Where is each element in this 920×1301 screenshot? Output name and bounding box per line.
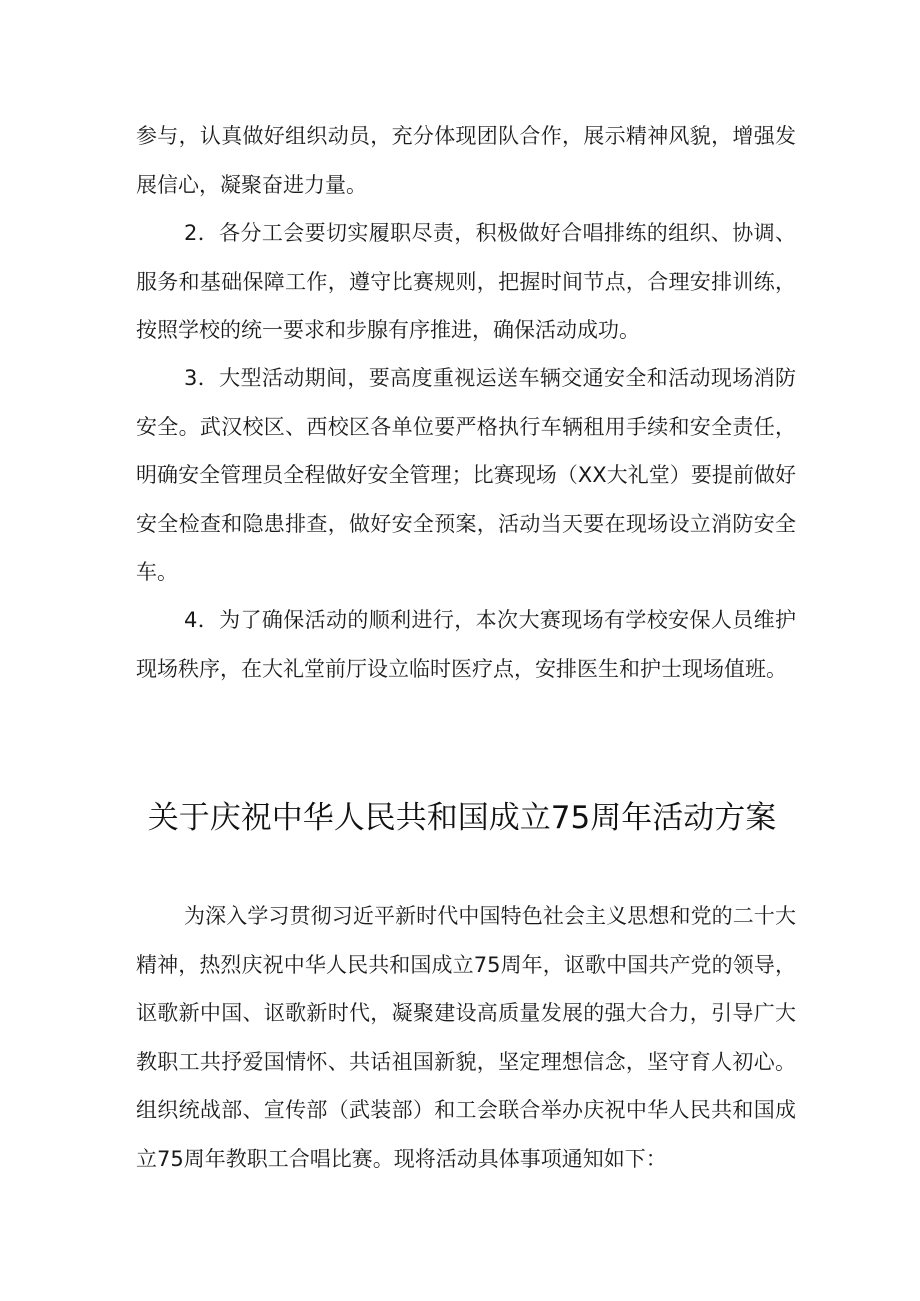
- continuation-paragraph: 参与，认真做好组织动员，充分体现团队合作，展示精神风貌，增强发展信心，凝聚奋进力量。: [136, 124, 796, 197]
- intro-paragraph: 为深入学习贯彻习近平新时代中国特色社会主义思想和党的二十大精神，热烈庆祝中华人民共和国成立75周年，讴歌中国共产党的领导，讴歌新中国、讴歌新时代，凝聚建设高质量发展的强大合力，引导广大教职工共抒爱国情怀、共话祖国新貌，坚定理想信念，坚守育人初心。组织统战部、宣传部（武装部）和工会联合举办庆祝中华人民共和国成立75周年教职工合唱比赛。现将活动具体事项通知如下：: [136, 904, 796, 1171]
- list-item-4: 4．为了确保活动的顺利进行，本次大赛现场有学校安保人员维护现场秩序，在大礼堂前厅设立临时医疗点，安排医生和护士现场值班。: [136, 608, 796, 681]
- section-title: 关于庆祝中华人民共和国成立75周年活动方案: [147, 800, 777, 836]
- list-item-3: 3．大型活动期间，要高度重视运送车辆交通安全和活动现场消防安全。武汉校区、西校区各单位要严格执行车辆租用手续和安全责任，明确安全管理员全程做好安全管理；比赛现场（XX大礼堂）要提前做好安全检查和隐患排查，做好安全预案，活动当天要在现场设立消防安全车。: [136, 366, 796, 585]
- list-item-2: 2．各分工会要切实履职尽责，积极做好合唱排练的组织、协调、服务和基础保障工作，遵守比赛规则，把握时间节点，合理安排训练，按照学校的统一要求和步腺有序推进，确保活动成功。: [136, 221, 796, 343]
